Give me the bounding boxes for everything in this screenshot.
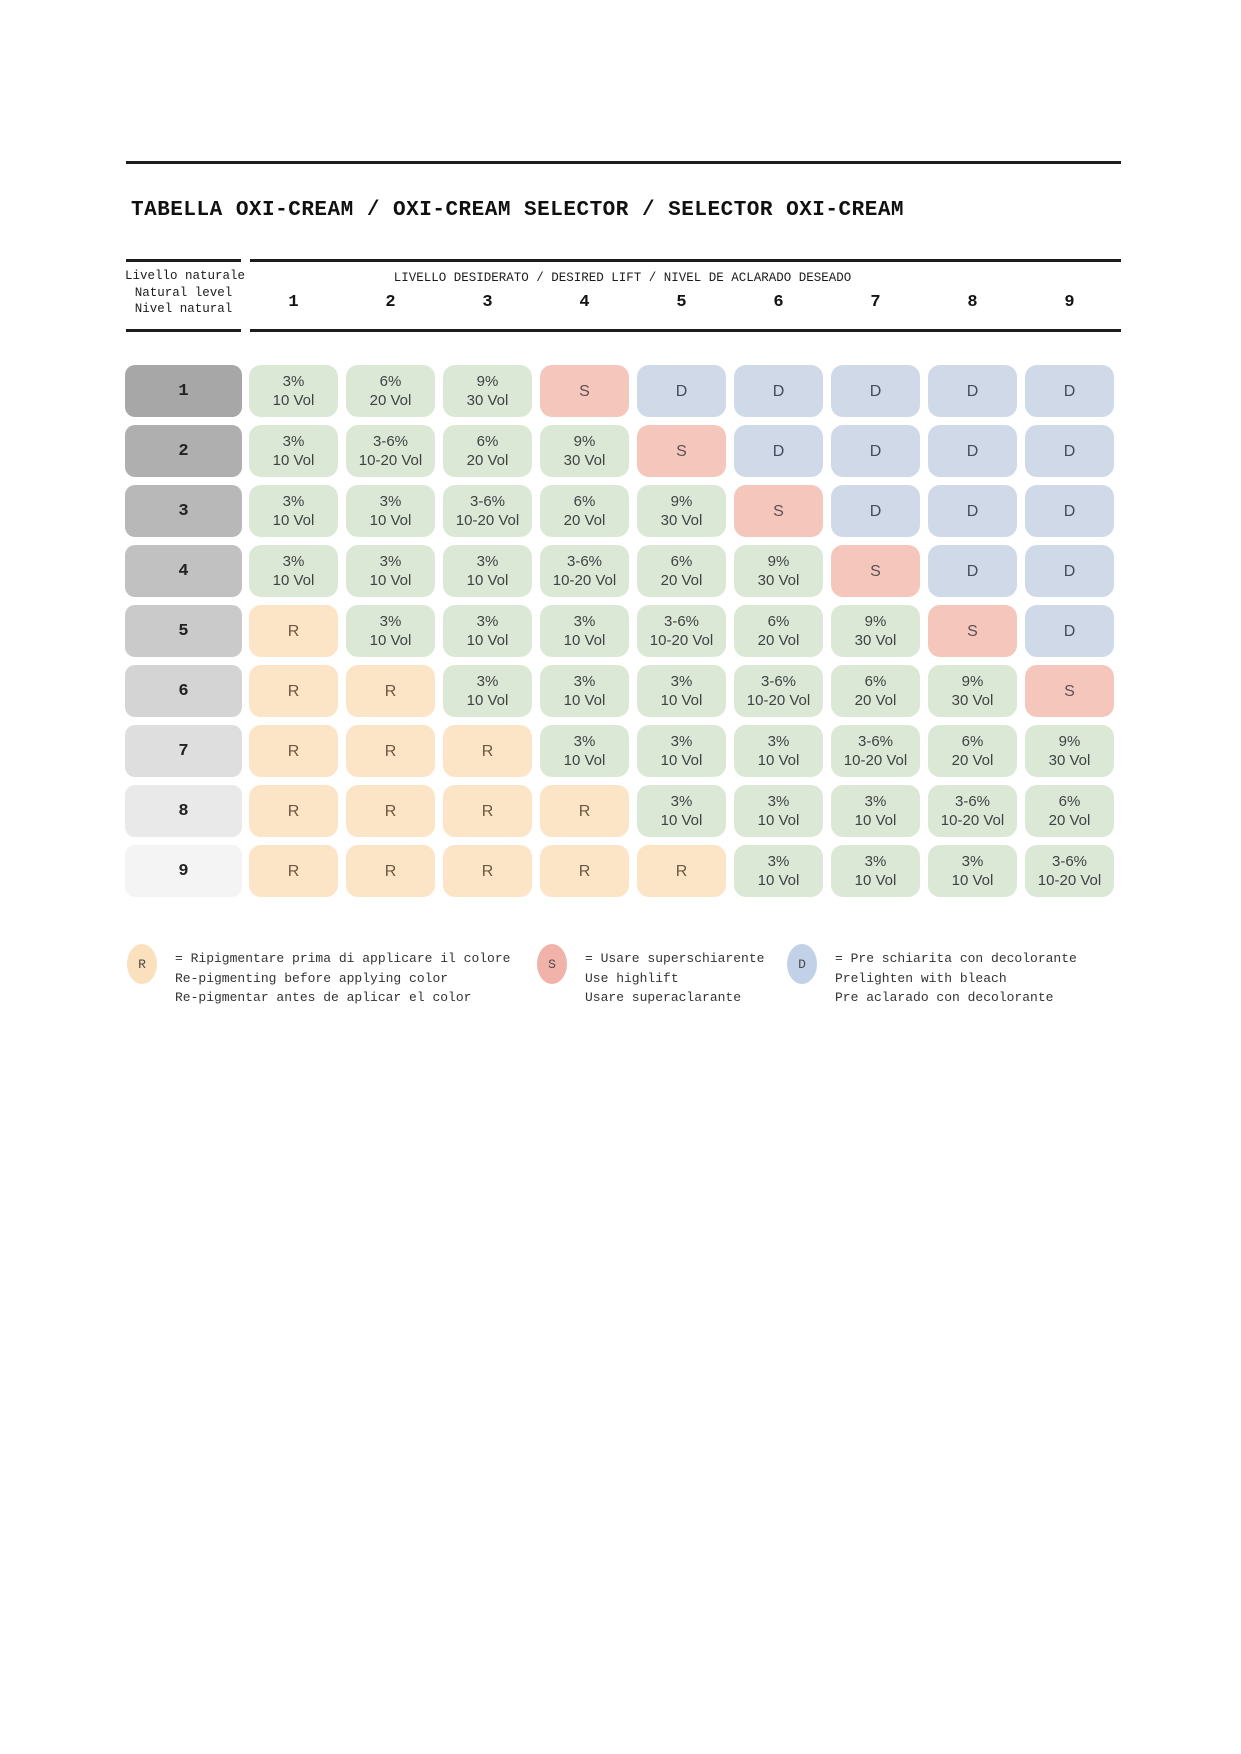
cell-line-1: 9% — [476, 373, 499, 390]
grid-cell — [1025, 365, 1114, 417]
cell-line-1: D — [966, 502, 979, 520]
grid-cell — [928, 365, 1017, 417]
cell-line-1: 3% — [670, 793, 693, 810]
cell-line-1: D — [966, 442, 979, 460]
legend-line-it: = Pre schiarita con decolorante — [835, 951, 1077, 966]
cell-line-1: 3% — [573, 613, 596, 630]
legend-text — [585, 949, 764, 1008]
grid-cell — [637, 845, 726, 897]
column-number: 8 — [967, 293, 978, 312]
natural-level-header — [125, 268, 246, 318]
cell-line-1: 6% — [573, 493, 596, 510]
cell-line-1: 6% — [961, 733, 984, 750]
cell-line-1: 3% — [282, 373, 305, 390]
cell-line-1: 6% — [864, 673, 887, 690]
legend-line-es: Pre aclarado con decolorante — [835, 990, 1054, 1005]
cell-line-1: 3-6% — [857, 733, 894, 750]
grid-cell — [831, 605, 920, 657]
cell-line-1: S — [579, 382, 590, 400]
grid-cell — [443, 485, 532, 537]
legend-line-it: = Ripigmentare prima di applicare il colore — [175, 951, 511, 966]
grid-cell — [831, 365, 920, 417]
table-row — [125, 605, 1114, 657]
grid-cell — [249, 545, 338, 597]
grid-cell — [637, 785, 726, 837]
cell-line-2: 10 Vol — [951, 872, 994, 889]
natural-level-line-it: Livello naturale — [125, 269, 246, 283]
grid-cell — [928, 485, 1017, 537]
cell-line-1: 9% — [864, 613, 887, 630]
grid-cell — [249, 845, 338, 897]
row-cells — [249, 545, 1114, 597]
grid-cell — [443, 545, 532, 597]
grid-cell — [346, 785, 435, 837]
header-rule-right — [250, 259, 1121, 262]
cell-line-1: D — [675, 382, 688, 400]
cell-line-1: D — [869, 502, 882, 520]
grid-cell — [249, 605, 338, 657]
cell-line-2: 20 Vol — [563, 512, 606, 529]
grid-cell — [734, 845, 823, 897]
cell-line-1: 3-6% — [469, 493, 506, 510]
grid-cell — [249, 725, 338, 777]
cell-line-2: 20 Vol — [660, 572, 703, 589]
grid-cell — [928, 845, 1017, 897]
grid-cell — [1025, 605, 1114, 657]
cell-line-1: R — [675, 862, 688, 880]
cell-line-1: S — [1064, 682, 1075, 700]
table-row — [125, 485, 1114, 537]
grid-cell — [346, 485, 435, 537]
grid-cell — [249, 425, 338, 477]
grid-cell — [443, 725, 532, 777]
cell-line-2: 10 Vol — [369, 512, 412, 529]
cell-line-1: D — [1063, 442, 1076, 460]
grid-cell — [831, 785, 920, 837]
legend-symbol-badge: R — [127, 944, 157, 984]
page-title: TABELLA OXI-CREAM / OXI-CREAM SELECTOR / SELECTOR OXI-CREAM — [131, 199, 905, 222]
cell-line-2: 20 Vol — [951, 752, 994, 769]
desired-lift-header: LIVELLO DESIDERATO / DESIRED LIFT / NIVEL DE ACLARADO DESEADO — [393, 271, 852, 285]
cell-line-1: R — [384, 742, 397, 760]
cell-line-1: 6% — [379, 373, 402, 390]
grid-cell — [540, 845, 629, 897]
cell-line-2: 10 Vol — [660, 812, 703, 829]
cell-line-2: 20 Vol — [466, 452, 509, 469]
cell-line-2: 30 Vol — [466, 392, 509, 409]
cell-line-1: 9% — [1058, 733, 1081, 750]
row-cells — [249, 725, 1114, 777]
cell-line-1: 6% — [476, 433, 499, 450]
grid-cell — [346, 605, 435, 657]
top-rule — [126, 161, 1121, 164]
grid-cell — [346, 365, 435, 417]
cell-line-1: R — [384, 682, 397, 700]
natural-level-line-en: Natural level — [134, 285, 233, 300]
grid-cell — [928, 725, 1017, 777]
grid-cell — [249, 665, 338, 717]
natural-level-cell: 1 — [125, 365, 242, 417]
cell-line-2: 10 Vol — [466, 572, 509, 589]
grid-cell — [443, 425, 532, 477]
grid-cell — [1025, 785, 1114, 837]
cell-line-1: R — [287, 862, 300, 880]
cell-line-1: 3-6% — [954, 793, 991, 810]
natural-level-cell: 9 — [125, 845, 242, 897]
cell-line-1: D — [966, 562, 979, 580]
column-number: 3 — [482, 293, 493, 312]
cell-line-1: R — [578, 802, 591, 820]
cell-line-1: D — [1063, 562, 1076, 580]
cell-line-1: R — [287, 802, 300, 820]
cell-line-1: D — [1063, 502, 1076, 520]
legend-line-es: Re-pigmentar antes de aplicar el color — [175, 990, 472, 1005]
cell-line-1: R — [481, 802, 494, 820]
grid-cell — [540, 425, 629, 477]
cell-line-1: R — [481, 742, 494, 760]
cell-line-2: 10-20 Vol — [746, 692, 811, 709]
cell-line-1: 3% — [670, 673, 693, 690]
row-cells — [249, 845, 1114, 897]
cell-line-2: 20 Vol — [757, 632, 800, 649]
cell-line-1: 3% — [573, 673, 596, 690]
cell-line-2: 30 Vol — [563, 452, 606, 469]
grid-cell — [637, 725, 726, 777]
row-cells — [249, 665, 1114, 717]
grid-cell — [346, 545, 435, 597]
cell-line-1: D — [772, 382, 785, 400]
grid-cell — [443, 845, 532, 897]
cell-line-2: 10 Vol — [854, 872, 897, 889]
grid-cell — [1025, 485, 1114, 537]
cell-line-1: 3% — [282, 493, 305, 510]
legend-symbol-badge: D — [787, 944, 817, 984]
cell-line-1: 3% — [476, 613, 499, 630]
cell-line-2: 30 Vol — [757, 572, 800, 589]
cell-line-1: R — [287, 742, 300, 760]
grid-cell — [346, 425, 435, 477]
row-cells — [249, 365, 1114, 417]
row-cells — [249, 785, 1114, 837]
legend-text — [175, 949, 510, 1008]
cell-line-1: D — [1063, 382, 1076, 400]
grid-cell — [540, 665, 629, 717]
cell-line-1: D — [869, 382, 882, 400]
cell-line-2: 10 Vol — [369, 632, 412, 649]
cell-line-2: 30 Vol — [660, 512, 703, 529]
grid-cell — [831, 665, 920, 717]
header-bottom-rule-left — [126, 329, 241, 332]
grid-cell — [734, 425, 823, 477]
cell-line-1: 3% — [476, 673, 499, 690]
cell-line-1: D — [1063, 622, 1076, 640]
grid-cell — [734, 785, 823, 837]
table-row — [125, 785, 1114, 837]
table-row — [125, 545, 1114, 597]
grid-cell — [831, 485, 920, 537]
natural-level-cell: 2 — [125, 425, 242, 477]
cell-line-2: 10 Vol — [757, 752, 800, 769]
grid-cell — [540, 725, 629, 777]
cell-line-2: 10 Vol — [272, 572, 315, 589]
column-number: 5 — [676, 293, 687, 312]
column-number: 6 — [773, 293, 784, 312]
cell-line-1: 3% — [864, 853, 887, 870]
legend-group — [787, 944, 1077, 1008]
table-row — [125, 665, 1114, 717]
cell-line-1: 3% — [864, 793, 887, 810]
cell-line-1: R — [481, 862, 494, 880]
cell-line-2: 30 Vol — [1048, 752, 1091, 769]
cell-line-1: 3-6% — [1051, 853, 1088, 870]
row-cells — [249, 425, 1114, 477]
grid-cell — [831, 725, 920, 777]
grid-cell — [540, 485, 629, 537]
cell-line-1: 6% — [767, 613, 790, 630]
grid-cell — [637, 605, 726, 657]
legend-line-en: Prelighten with bleach — [835, 970, 1007, 986]
cell-line-1: 3-6% — [372, 433, 409, 450]
grid-cell — [637, 665, 726, 717]
grid-cell — [249, 785, 338, 837]
cell-line-1: 3% — [476, 553, 499, 570]
column-number: 1 — [288, 293, 299, 312]
cell-line-2: 20 Vol — [854, 692, 897, 709]
cell-line-1: 3% — [282, 433, 305, 450]
cell-line-1: 3-6% — [663, 613, 700, 630]
table-row — [125, 725, 1114, 777]
cell-line-1: 9% — [961, 673, 984, 690]
grid-cell — [831, 545, 920, 597]
grid-cell — [734, 605, 823, 657]
row-cells — [249, 485, 1114, 537]
header-bottom-rule-right — [250, 329, 1121, 332]
column-number: 4 — [579, 293, 590, 312]
cell-line-2: 10 Vol — [660, 692, 703, 709]
cell-line-2: 10 Vol — [563, 752, 606, 769]
cell-line-1: 3% — [379, 493, 402, 510]
table-row — [125, 365, 1114, 417]
cell-line-2: 10 Vol — [757, 812, 800, 829]
cell-line-1: 3% — [379, 553, 402, 570]
natural-level-cell: 5 — [125, 605, 242, 657]
grid-cell — [443, 785, 532, 837]
cell-line-2: 10-20 Vol — [843, 752, 908, 769]
grid-cell — [346, 845, 435, 897]
cell-line-1: 9% — [670, 493, 693, 510]
column-number: 9 — [1064, 293, 1075, 312]
cell-line-1: R — [287, 622, 300, 640]
cell-line-1: S — [773, 502, 784, 520]
legend-line-it: = Usare superschiarente — [585, 951, 765, 966]
cell-line-1: S — [967, 622, 978, 640]
cell-line-1: 6% — [670, 553, 693, 570]
grid-cell — [637, 365, 726, 417]
natural-level-line-es: Nivel natural — [134, 302, 233, 316]
cell-line-2: 10-20 Vol — [455, 512, 520, 529]
cell-line-2: 10 Vol — [757, 872, 800, 889]
legend-group — [537, 944, 764, 1008]
cell-line-1: D — [772, 442, 785, 460]
cell-line-2: 10 Vol — [272, 512, 315, 529]
cell-line-2: 10-20 Vol — [940, 812, 1005, 829]
grid-cell — [443, 605, 532, 657]
cell-line-1: D — [869, 442, 882, 460]
column-numbers — [249, 293, 1114, 312]
cell-line-2: 10 Vol — [563, 632, 606, 649]
grid-cell — [1025, 665, 1114, 717]
selector-grid — [125, 365, 1114, 905]
cell-line-1: R — [578, 862, 591, 880]
natural-level-cell: 7 — [125, 725, 242, 777]
cell-line-1: 3% — [670, 733, 693, 750]
cell-line-1: 3% — [379, 613, 402, 630]
natural-level-cell: 4 — [125, 545, 242, 597]
grid-cell — [637, 545, 726, 597]
cell-line-2: 10 Vol — [660, 752, 703, 769]
grid-cell — [1025, 545, 1114, 597]
cell-line-1: 3-6% — [760, 673, 797, 690]
grid-cell — [734, 665, 823, 717]
grid-cell — [928, 605, 1017, 657]
grid-cell — [540, 785, 629, 837]
grid-cell — [249, 365, 338, 417]
grid-cell — [928, 425, 1017, 477]
cell-line-1: 6% — [1058, 793, 1081, 810]
grid-cell — [1025, 845, 1114, 897]
cell-line-1: R — [287, 682, 300, 700]
cell-line-2: 10-20 Vol — [552, 572, 617, 589]
cell-line-1: R — [384, 802, 397, 820]
cell-line-1: 9% — [573, 433, 596, 450]
grid-cell — [1025, 725, 1114, 777]
cell-line-2: 10-20 Vol — [358, 452, 423, 469]
table-row — [125, 845, 1114, 897]
column-number: 7 — [870, 293, 881, 312]
grid-cell — [734, 365, 823, 417]
grid-cell — [1025, 425, 1114, 477]
grid-cell — [831, 425, 920, 477]
cell-line-2: 10-20 Vol — [1037, 872, 1102, 889]
legend-group — [127, 944, 510, 1008]
cell-line-2: 20 Vol — [369, 392, 412, 409]
grid-cell — [734, 545, 823, 597]
grid-cell — [637, 425, 726, 477]
cell-line-2: 20 Vol — [1048, 812, 1091, 829]
cell-line-2: 30 Vol — [951, 692, 994, 709]
row-cells — [249, 605, 1114, 657]
cell-line-2: 10 Vol — [272, 392, 315, 409]
cell-line-1: 3-6% — [566, 553, 603, 570]
grid-cell — [831, 845, 920, 897]
legend-text — [835, 949, 1077, 1008]
cell-line-1: 3% — [573, 733, 596, 750]
cell-line-1: R — [384, 862, 397, 880]
grid-cell — [928, 665, 1017, 717]
cell-line-1: S — [870, 562, 881, 580]
natural-level-cell: 6 — [125, 665, 242, 717]
grid-cell — [928, 785, 1017, 837]
cell-line-2: 10-20 Vol — [649, 632, 714, 649]
cell-line-2: 30 Vol — [854, 632, 897, 649]
grid-cell — [928, 545, 1017, 597]
cell-line-1: 3% — [767, 793, 790, 810]
grid-cell — [346, 725, 435, 777]
cell-line-1: 3% — [767, 733, 790, 750]
grid-cell — [540, 365, 629, 417]
grid-cell — [443, 365, 532, 417]
cell-line-1: S — [676, 442, 687, 460]
grid-cell — [540, 545, 629, 597]
cell-line-1: 3% — [767, 853, 790, 870]
cell-line-2: 10 Vol — [854, 812, 897, 829]
grid-cell — [346, 665, 435, 717]
cell-line-1: 3% — [961, 853, 984, 870]
header-rule-left — [126, 259, 241, 262]
column-number: 2 — [385, 293, 396, 312]
natural-level-cell: 3 — [125, 485, 242, 537]
cell-line-2: 10 Vol — [369, 572, 412, 589]
cell-line-2: 10 Vol — [466, 692, 509, 709]
legend-line-en: Use highlift — [585, 970, 679, 986]
table-row — [125, 425, 1114, 477]
grid-cell — [734, 485, 823, 537]
grid-cell — [443, 665, 532, 717]
cell-line-1: D — [966, 382, 979, 400]
cell-line-1: 3% — [282, 553, 305, 570]
grid-cell — [249, 485, 338, 537]
natural-level-cell: 8 — [125, 785, 242, 837]
legend-line-es: Usare superaclarante — [585, 990, 742, 1005]
grid-cell — [637, 485, 726, 537]
cell-line-2: 10 Vol — [563, 692, 606, 709]
cell-line-2: 10 Vol — [466, 632, 509, 649]
grid-cell — [734, 725, 823, 777]
cell-line-1: 9% — [767, 553, 790, 570]
legend-line-en: Re-pigmenting before applying color — [175, 970, 449, 986]
cell-line-2: 10 Vol — [272, 452, 315, 469]
legend-symbol-badge: S — [537, 944, 567, 984]
grid-cell — [540, 605, 629, 657]
